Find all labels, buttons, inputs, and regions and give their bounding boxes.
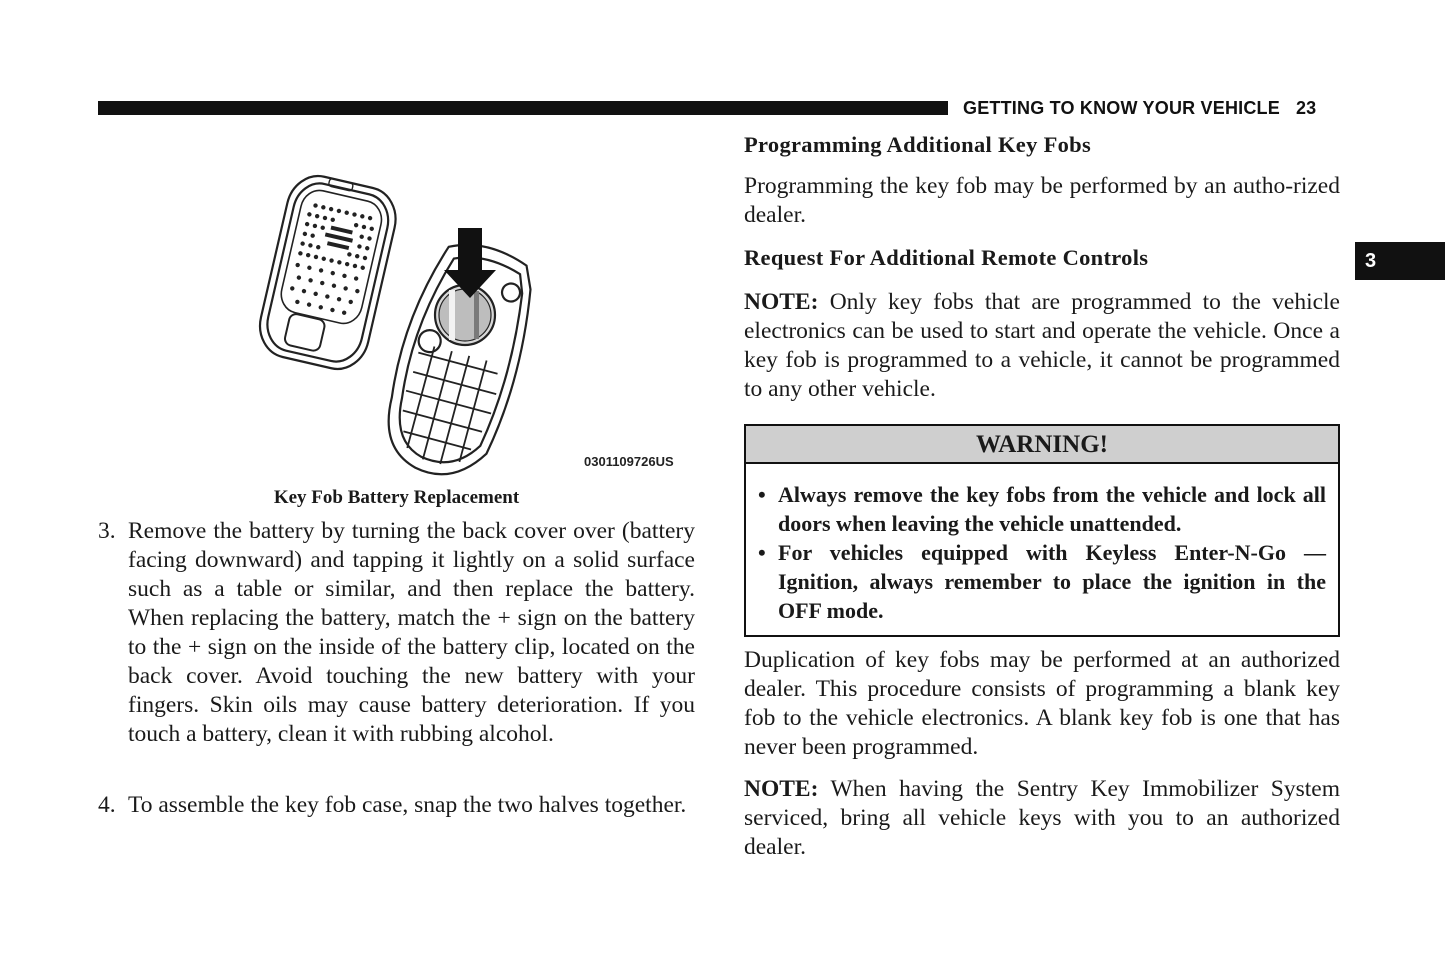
- key-fob-illustration: [200, 150, 700, 480]
- running-header: [963, 98, 1316, 120]
- figure-caption: Key Fob Battery Replacement: [273, 487, 520, 508]
- note-paragraph-2: [744, 775, 1340, 862]
- warning-item: • Always remove the key fobs from the vehicle and lock all doors when leaving the vehicle unattended.: [758, 482, 1326, 536]
- note-text: Only key fobs that are programmed to the vehicle electronics can be used to start and operate the vehicle. Once a key fob is programmed to a vehicle, it cannot be programmed to any other vehicle.: [744, 289, 1340, 402]
- bullet-icon: •: [758, 540, 766, 565]
- figure-image-code: 0301109726US: [584, 454, 674, 469]
- step-text: Remove the battery by turning the back cover over (battery facing downward) and tapping it lightly on a solid surface such as a table or similar, and then replace the battery. When replacing the battery, match the + sign on the battery to the + sign on the inside of the battery clip, located on the back cover. Avoid touching the new battery with your fingers. Skin oils may cause battery deterioration. If you touch a battery, clean it with rubbing alcohol.: [128, 518, 695, 747]
- duplication-paragraph: Duplication of key fobs may be performed at an authorized dealer. This procedure consists of programming a blank key fob to the vehicle electronics. A blank key fob is one that has never been programmed.: [744, 647, 1340, 760]
- note-text: When having the Sentry Key Immobilizer System serviced, bring all vehicle keys with you to an authorized dealer.: [744, 776, 1340, 860]
- programming-heading: Programming Additional Key Fobs: [744, 132, 1092, 157]
- programming-text: Programming the key fob may be performed by an autho-rized dealer.: [744, 173, 1340, 228]
- note-paragraph-1: [744, 288, 1340, 404]
- warning-list: [746, 464, 1338, 625]
- note-label: NOTE:: [744, 776, 819, 802]
- header-rule: [98, 101, 948, 115]
- step-3: [98, 517, 695, 749]
- battery-coin-cell: [435, 285, 495, 345]
- step-number: 3.: [98, 518, 116, 544]
- note-label: NOTE:: [744, 289, 819, 315]
- step-text: To assemble the key fob case, snap the two halves together.: [128, 792, 687, 818]
- warning-box: [744, 424, 1340, 637]
- warning-item: • For vehicles equipped with Keyless Enter-N-Go — Ignition, always remember to place the ignition in the OFF mode.: [758, 540, 1326, 623]
- chapter-tab: 3: [1355, 242, 1445, 280]
- section-title: GETTING TO KNOW YOUR VEHICLE: [963, 98, 1280, 118]
- request-heading: Request For Additional Remote Controls: [744, 245, 1149, 270]
- fob-back-cover: [253, 170, 402, 375]
- key-fob-drawing: [200, 150, 700, 480]
- step-number: 4.: [98, 792, 116, 818]
- step-4: [98, 791, 695, 820]
- warning-title: WARNING!: [746, 426, 1338, 464]
- page-number: 23: [1295, 98, 1317, 118]
- bullet-icon: •: [758, 482, 766, 507]
